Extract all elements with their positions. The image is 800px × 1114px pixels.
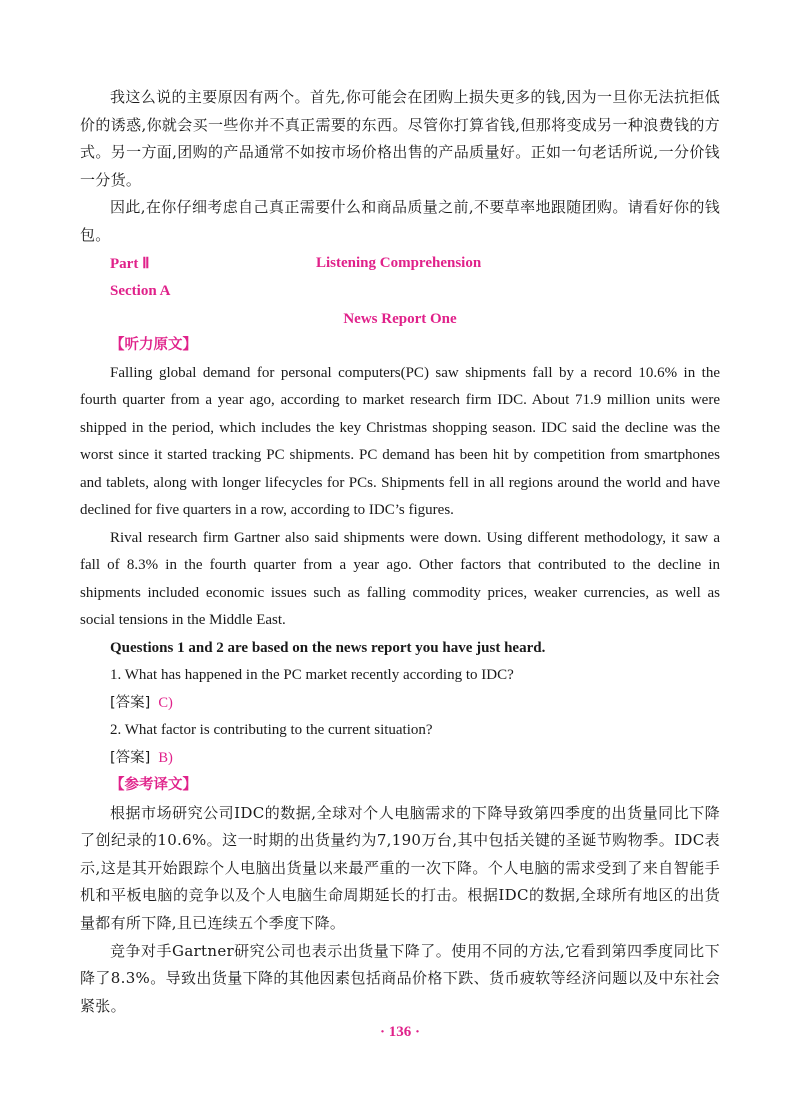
answer-label: [答案] [110,694,151,711]
translation-paragraph-2: 竞争对手Gartner研究公司也表示出货量下降了。使用不同的方法,它看到第四季度同比下降了8.3%。导致出货量下降的其他因素包括商品价格下跌、货币疲软等经济问题以及中东社会紧张。 [80,941,720,1015]
intro-paragraph-1: 我这么说的主要原因有两个。首先,你可能会在团购上损失更多的钱,因为一旦你无法抗拒低价的诱惑,你就会买一些你并不真正需要的东西。尽管你打算省钱,但那将变成另一种浪费钱的方式。另一方面,团购的产品通常不如按市场价格出售的产品质量好。正如一句老话所说,一分价钱一分货。 [80,88,720,189]
report-title: News Report One [343,310,457,327]
intro-paragraph-2: 因此,在你仔细考虑自己真正需要什么和商品质量之前,不要草率地跟随团购。请看好你的钱包。 [80,198,720,244]
translation-paragraph-1: 根据市场研究公司IDC的数据,全球对个人电脑需求的下降导致第四季度的出货量同比下降了创纪录的10.6%。这一时期的出货量约为7,190万台,其中包括关键的圣诞节购物季。IDC表示,这是其开始跟踪个人电脑出货量以来最严重的一次下降。个人电脑的需求受到了来自智能手机和平板电脑的竞争以及个人电脑生命周期延长的打击。根据IDC的数据,全球所有地区的出货量都有所下降,且已连续五个季度下降。 [80,803,720,932]
answer-2-row [110,745,720,773]
translation-tag: 【参考译文】 [110,777,197,794]
answer-label: [答案] [110,749,151,766]
question-2: 2. What factor is contributing to the current situation? [110,722,433,739]
answer-1-row [110,690,720,718]
part-heading [110,250,720,278]
section-heading [110,277,720,305]
question-1: 1. What has happened in the PC market recently according to IDC? [110,667,514,684]
questions-intro: Questions 1 and 2 are based on the news report you have just heard. [110,639,546,656]
section-label: Section A [110,283,171,300]
report-title-row [80,305,720,333]
answer-value: C) [158,694,173,711]
transcript-paragraph-1: Falling global demand for personal computers(PC) saw shipments fall by a record 10.6% in the fourth quarter from a year ago, according to market research firm IDC. About 71.9 million units were shipped in the period, which includes the key Christmas shopping season. IDC said the decline was the worst since it started tracking PC shipments. PC demand has been hit by competition from smartphones and tablets, along with longer lifecycles for PCs. Shipments fell in all regions around the world and have declined for five quarters in a row, according to IDC’s figures. [80,364,720,519]
part-title: Listening Comprehension [316,254,482,271]
answer-value: B) [158,749,173,766]
document-page [80,84,720,1020]
page-number: · 136 · [379,1024,420,1040]
transcript-paragraph-2: Rival research firm Gartner also said shipments were down. Using different methodology, it saw a fall of 8.3% in the fourth quarter from a year ago. Other factors that contributed to the decline in shipments included economic issues such as falling commodity prices, weaker currencies, as well as social tensions in the Middle East. [80,529,720,629]
part-label: Part Ⅱ [110,255,150,272]
transcript-tag: 【听力原文】 [110,337,197,354]
